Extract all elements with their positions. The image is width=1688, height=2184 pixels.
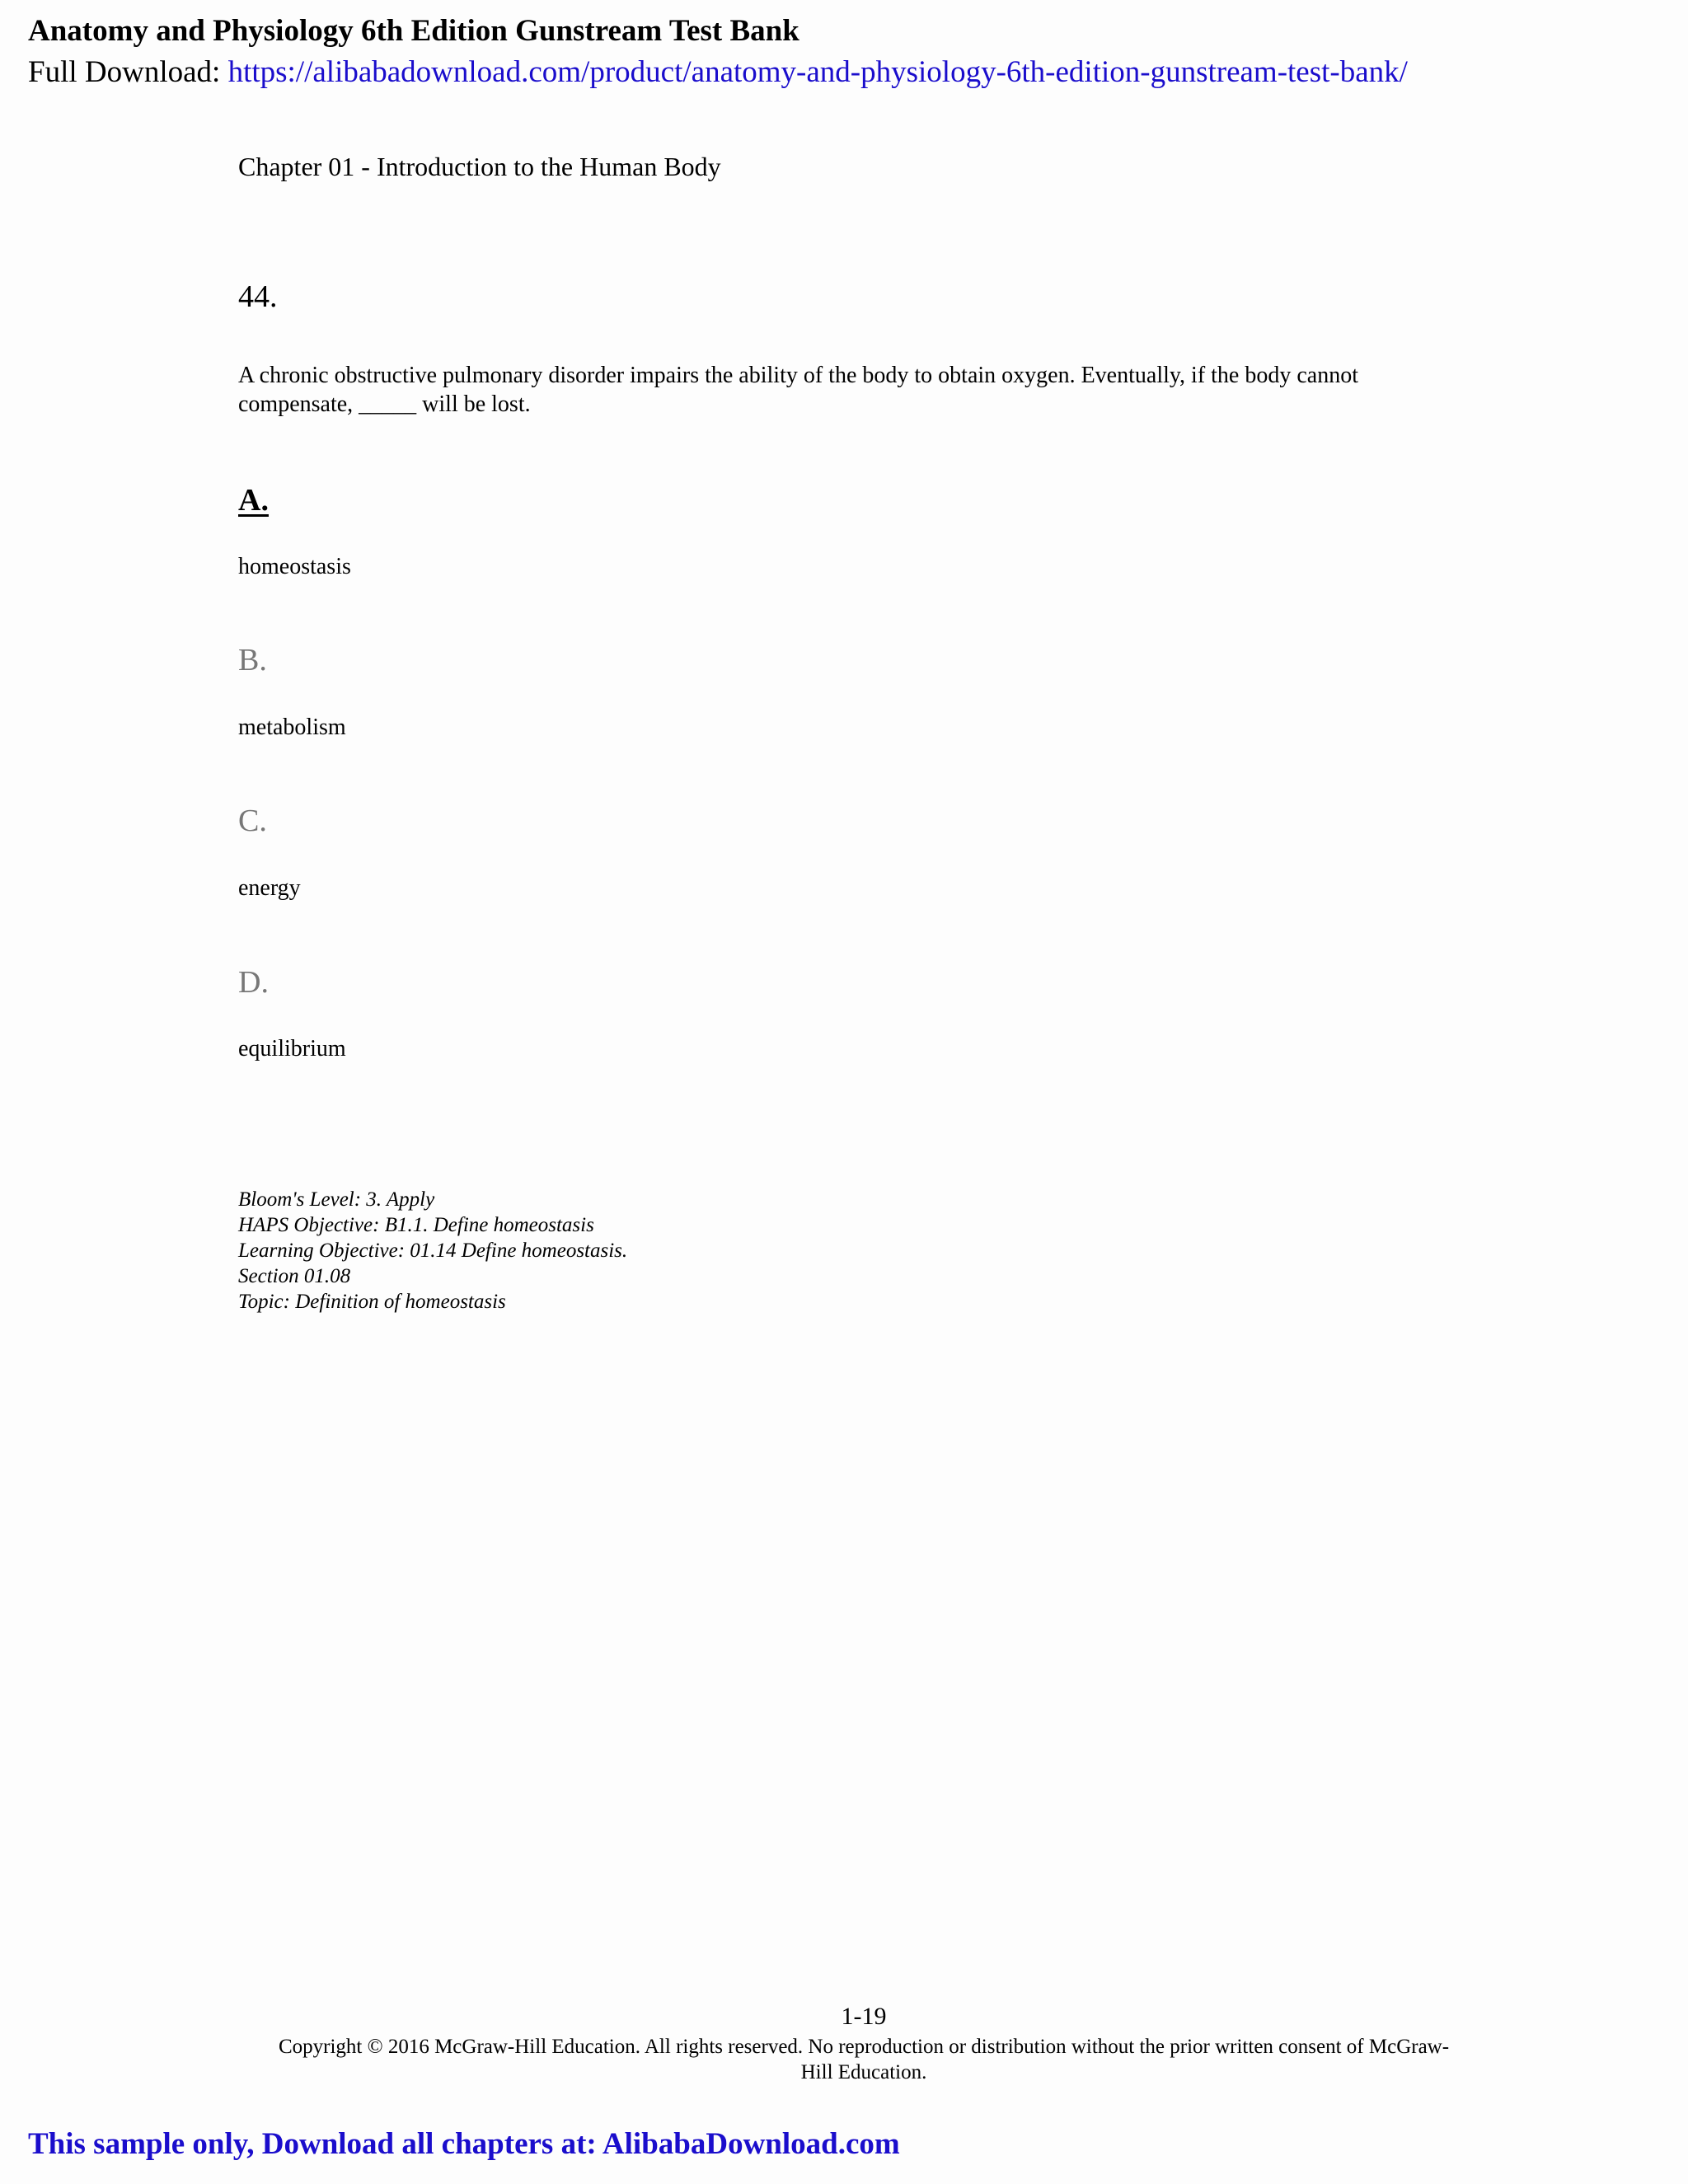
option-d-text: equilibrium [238, 1036, 346, 1062]
topic: Topic: Definition of homeostasis [238, 1291, 506, 1313]
option-b-letter: B. [238, 643, 267, 677]
section-number: Section 01.08 [238, 1265, 351, 1287]
copyright-notice: Copyright © 2016 McGraw-Hill Education. All rights reserved. No reproduction or distribution without the prior written consent of McGraw-Hill Education. [278, 2036, 1450, 2083]
download-banner[interactable]: This sample only, Download all chapters at: AlibabaDownload.com [28, 2127, 900, 2161]
option-c-letter: C. [238, 804, 267, 838]
learning-objective: Learning Objective: 01.14 Define homeostasis. [238, 1240, 628, 1262]
question-number: 44. [238, 279, 278, 314]
option-a-letter: A. [238, 483, 269, 518]
full-download-line [28, 53, 1408, 92]
full-download-label: Full Download: [28, 55, 228, 89]
chapter-heading: Chapter 01 - Introduction to the Human Body [238, 152, 721, 181]
page-number: 1-19 [841, 2003, 887, 2030]
option-a-text: homeostasis [238, 554, 351, 579]
blooms-level: Bloom's Level: 3. Apply [238, 1188, 435, 1211]
option-c-text: energy [238, 875, 301, 901]
haps-objective: HAPS Objective: B1.1. Define homeostasis [238, 1214, 594, 1236]
option-b-text: metabolism [238, 715, 346, 740]
option-d-letter: D. [238, 965, 269, 1000]
document-title: Anatomy and Physiology 6th Edition Gunstream Test Bank [28, 14, 799, 48]
download-link[interactable]: https://alibabadownload.com/product/anatomy-and-physiology-6th-edition-gunstream-test-bank/ [227, 55, 1408, 89]
question-metadata [238, 1187, 627, 1315]
question-text: A chronic obstructive pulmonary disorder impairs the ability of the body to obtain oxygen. Eventually, if the body cannot compensate, _____ will be lost. [238, 363, 1358, 417]
